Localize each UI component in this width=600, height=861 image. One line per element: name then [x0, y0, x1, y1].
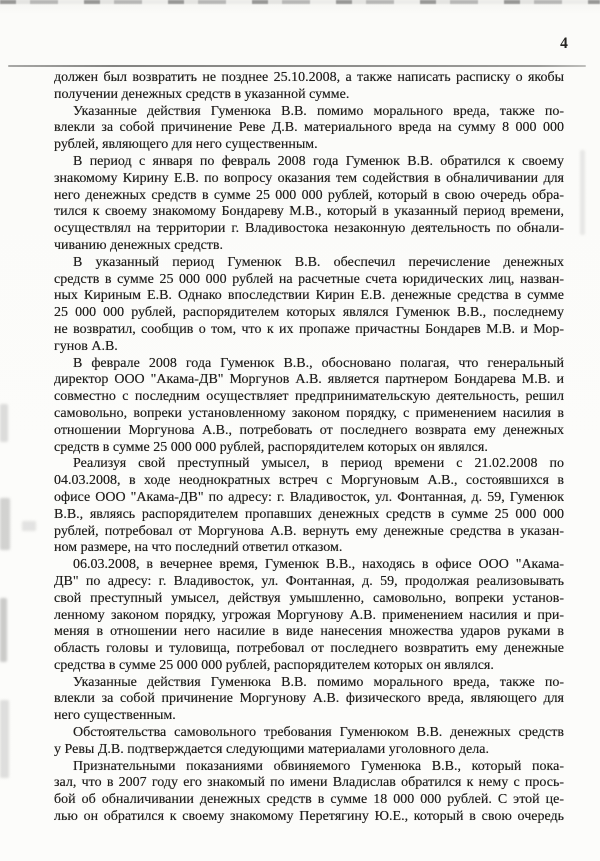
text-line: меняя в отношении него насилие в виде нанесения множества ударов руками в [54, 624, 564, 640]
document-text [54, 70, 564, 826]
text-line: Признательными показаниями обвиняемого Гуменюка В.В., который пока- [73, 758, 564, 774]
text-line: Реализуя свой преступный умысел, в период времени с 21.02.2008 по [73, 456, 564, 472]
text-line: знакомому Кирину Е.В. по вопросу оказания тем содействия в обналичивании для [54, 170, 564, 186]
text-line: лью он обратился к своему знакомому Перетягину Ю.Е., который в свою очередь [54, 809, 564, 825]
page-number: 4 [560, 35, 568, 52]
text-line: влекли за собой причинение Моргунову А.В. физического вреда, являющего для [54, 691, 564, 707]
paragraph [54, 456, 564, 557]
scan-artifact [0, 404, 8, 442]
scan-artifact [0, 700, 9, 778]
text-line: Указанные действия Гуменюка В.В. помимо морального вреда, также по- [73, 674, 564, 690]
text-line: директор ООО "Акама-ДВ" Моргунов А.В. является партнером Бондарева М.В. и [54, 372, 564, 388]
paragraph [54, 154, 564, 255]
text-line: 25 000 000 рублей, распорядителем которых являлся Гуменюк В.В., последнему [54, 305, 564, 321]
text-line: самовольно, вопреки установленному законом порядку, с применением насилия в [54, 405, 564, 421]
text-line: бой об обналичивании денежных средств в сумме 18 000 000 рублей. С этой це- [54, 792, 564, 808]
text-line: зал, что в 2007 году его знакомый по имени Владислав обратился к нему с прось- [54, 775, 564, 791]
text-line: совместно с последним осуществляет предпринимательскую деятельность, решил [54, 389, 564, 405]
text-line: ном размере, на что последний ответил отказом. [54, 540, 343, 556]
paragraph [54, 255, 564, 356]
text-line: чиванию денежных средств. [54, 237, 224, 253]
paragraph [54, 104, 564, 154]
text-line: отношении Моргунова А.В., потребовать от последнего возврата ему денежных [54, 422, 564, 438]
text-line: средств в сумме 25 000 000 рублей на расчетные счета юридических лиц, назван- [54, 271, 564, 287]
text-line: В указанный период Гуменюк В.В. обеспечил перечисление денежных [73, 254, 564, 270]
text-line: него существенным. [54, 708, 176, 724]
paragraph [54, 356, 564, 457]
text-line: ных Кириным Е.В. Однако впоследствии Кирин Е.В. денежные средства в сумме [54, 288, 564, 304]
scan-artifact [22, 521, 36, 531]
text-line: рублей, потребовал от Моргунова А.В. вернуть ему денежные средства в указан- [54, 523, 564, 539]
scan-edge-artifact [0, 0, 600, 4]
scan-artifact [0, 598, 7, 662]
paragraph [54, 675, 564, 725]
text-line: Указанные действия Гуменюка В.В. помимо морального вреда, также по- [73, 103, 564, 119]
text-line: получении денежных средств в указанной сумме. [54, 86, 350, 102]
text-line: свой преступный умысел, действуя умышленно, самовольно, вопреки установ- [54, 590, 564, 606]
text-line: не возвратил, сообщив о том, что к их пропаже причастны Бондарев М.В. и Мор- [54, 321, 564, 337]
text-line: у Ревы Д.В. подтверждается следующими материалами уголовного дела. [54, 741, 489, 757]
text-line: него денежных средств в сумме 25 000 000 рублей, который в свою очередь обра- [54, 187, 564, 203]
text-line: ленному законом порядку, угрожая Моргунову А.В. применением насилия и при- [54, 607, 564, 623]
text-line: 04.03.2008, в ходе неоднократных встреч с Моргуновым А.В., состоявшихся в [54, 473, 564, 489]
text-line: область головы и туловища, потребовал от последнего возвратить ему денежные [54, 641, 564, 657]
paragraph [54, 759, 564, 826]
text-line: тился к своему знакомому Бондареву М.В., который в указанный период времени, [54, 204, 564, 220]
text-line: ДВ" по адресу: г. Владивосток, ул. Фонтанная, д. 59, продолжая реализовывать [54, 573, 564, 589]
text-line: гунов А.В. [54, 338, 118, 354]
text-line: 06.03.2008, в вечернее время, Гуменюк В.В., находясь в офисе ООО "Акама- [73, 557, 564, 573]
text-line: Обстоятельства самовольного требования Гуменюком В.В. денежных средств [73, 725, 564, 741]
scan-artifact [0, 498, 10, 550]
header-rule [8, 65, 586, 67]
paragraph [54, 70, 564, 104]
paragraph [54, 557, 564, 675]
text-line: В феврале 2008 года Гуменюк В.В., обосновано полагая, что генеральный [73, 355, 564, 371]
text-line: В.В., являясь распорядителем пропавших денежных средств в сумме 25 000 000 [54, 506, 564, 522]
text-line: осуществлял на территории г. Владивостока незаконную деятельность по обнали- [54, 221, 564, 237]
text-line: должен был возвратить не позднее 25.10.2008, а также написать расписку о якобы [54, 70, 564, 85]
text-line: влекли за собой причинение Реве Д.В. материального вреда на сумму 8 000 000 [54, 120, 564, 136]
text-line: средств в сумме 25 000 000 рублей, распорядителем которых он являлся. [54, 439, 488, 455]
scan-artifact [580, 150, 585, 235]
text-line: рублей, являющего для него существенным. [54, 137, 318, 153]
text-line: средства в сумме 25 000 000 рублей, распорядителем которых он являлся. [54, 657, 494, 673]
text-line: офисе ООО "Акама-ДВ" по адресу: г. Владивосток, ул. Фонтанная, д. 59, Гуменюк [54, 489, 564, 505]
paragraph [54, 725, 564, 759]
text-line: В период с января по февраль 2008 года Гуменюк В.В. обратился к своему [73, 153, 564, 169]
